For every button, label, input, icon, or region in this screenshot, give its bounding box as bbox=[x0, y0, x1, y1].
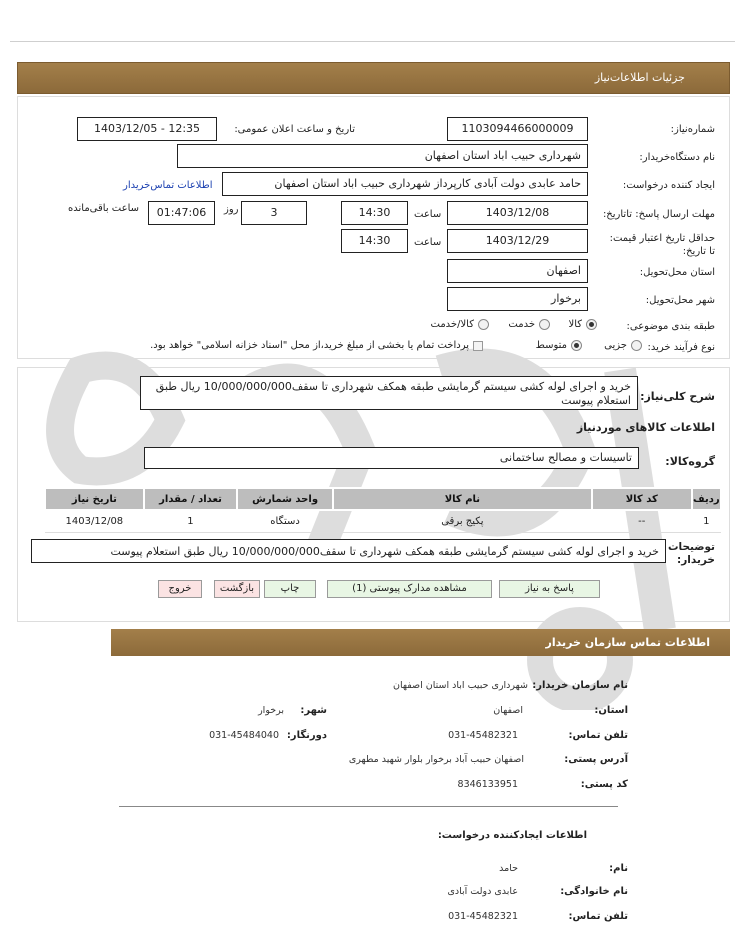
reply-time-field: 14:30 bbox=[341, 201, 408, 225]
goods-info-heading: اطلاعات کالاهای موردنیاز bbox=[576, 421, 715, 434]
reply-time-label: ساعت bbox=[414, 209, 442, 220]
col-row: ردیف bbox=[692, 488, 721, 510]
announce-datetime-label: تاریخ و ساعت اعلان عمومی: bbox=[234, 124, 355, 135]
top-divider bbox=[10, 41, 735, 42]
keywords-field: خرید و اجرای لوله کشی سیستم گرمایشی طبقه همکف شهرداری تا سقف10/000/000/000 ریال طبق استعلام پیوست bbox=[140, 376, 638, 410]
price-validity-label: حداقل تاریخ اعتبار قیمت: تا تاریخ: bbox=[609, 233, 715, 257]
print-button[interactable]: چاپ bbox=[264, 580, 316, 598]
need-number-field: 1103094466000009 bbox=[447, 117, 588, 141]
goods-group-label: گروه‌کالا: bbox=[665, 455, 715, 468]
validity-date-field: 1403/12/29 bbox=[447, 229, 588, 253]
requester-field: حامد عابدی دولت آبادی کارپرداز شهرداری حبیب اباد استان اصفهان bbox=[222, 172, 588, 196]
radio-icon bbox=[478, 319, 489, 330]
org-name-label: نام سازمان خریدار: bbox=[532, 680, 628, 691]
checkbox-icon bbox=[473, 341, 483, 351]
org-name-value: شهرداری حبیب اباد استان اصفهان bbox=[393, 680, 528, 691]
buyer-org-field: شهرداری حبیب اباد استان اصفهان bbox=[177, 144, 588, 168]
requester-label: ایجاد کننده درخواست: bbox=[622, 180, 715, 191]
goods-group-field: تاسیسات و مصالح ساختمانی bbox=[144, 447, 639, 469]
col-qty: تعداد / مقدار bbox=[144, 488, 238, 510]
category-label: طبقه بندی موضوعی: bbox=[626, 321, 715, 332]
contact-city-value: برخوار bbox=[258, 705, 284, 716]
creator-family-value: عابدی دولت آبادی bbox=[447, 886, 518, 897]
contact-province-value: اصفهان bbox=[493, 705, 523, 716]
need-number-label: شماره‌نیاز: bbox=[670, 124, 715, 135]
city-field: برخوار bbox=[447, 287, 588, 311]
province-field: اصفهان bbox=[447, 259, 588, 283]
validity-time-field: 14:30 bbox=[341, 229, 408, 253]
fax-label: دورنگار: bbox=[286, 730, 327, 741]
process-option-minor[interactable]: جزیی bbox=[604, 340, 642, 351]
radio-icon bbox=[571, 340, 582, 351]
creator-phone-label: تلفن تماس: bbox=[568, 911, 628, 922]
province-label: استان محل‌تحویل: bbox=[639, 267, 715, 278]
address-label: آدرس پستی: bbox=[564, 754, 628, 765]
col-unit: واحد شمارش bbox=[237, 488, 333, 510]
day-label: روز bbox=[224, 204, 239, 215]
category-option-goods[interactable]: کالا bbox=[568, 319, 597, 330]
remaining-time-field: 01:47:06 bbox=[148, 201, 215, 225]
creator-family-label: نام خانوادگی: bbox=[560, 886, 628, 897]
radio-icon bbox=[586, 319, 597, 330]
reply-date-field: 1403/12/08 bbox=[447, 201, 588, 225]
contact-phone-value: 031-45482321 bbox=[448, 730, 518, 741]
creator-phone-value: 031-45482321 bbox=[448, 911, 518, 922]
buyer-org-label: نام دستگاه‌خریدار: bbox=[639, 152, 715, 163]
reply-deadline-label: مهلت ارسال پاسخ: تاتاریخ: bbox=[602, 209, 715, 220]
reply-button[interactable]: پاسخ به نیاز bbox=[499, 580, 600, 598]
contact-city-label: شهر: bbox=[300, 705, 327, 716]
buyer-notes-label: توضیحات خریدار: bbox=[667, 541, 715, 566]
category-option-goods-service[interactable]: کالا/خدمت bbox=[431, 319, 490, 330]
postal-value: 8346133951 bbox=[457, 779, 518, 790]
radio-icon bbox=[539, 319, 550, 330]
creator-name-value: حامد bbox=[499, 863, 518, 874]
treasury-payment-checkbox[interactable]: پرداخت تمام یا بخشی از مبلغ خرید،از محل "اسناد خزانه اسلامی" خواهد بود. bbox=[150, 340, 483, 351]
attachments-button[interactable]: مشاهده مدارک پیوستی (1) bbox=[327, 580, 492, 598]
keywords-label: شرح کلی‌نیاز: bbox=[640, 390, 715, 403]
address-value: اصفهان حبیب آباد برخوار بلوار شهید مطهری bbox=[348, 754, 524, 765]
postal-label: کد پستی: bbox=[580, 779, 628, 790]
process-type-label: نوع فرآیند خرید: bbox=[647, 342, 715, 353]
col-name: نام کالا bbox=[333, 488, 592, 510]
col-code: کد کالا bbox=[592, 488, 692, 510]
panel-title: جزئیات اطلاعات‌نیاز bbox=[594, 71, 685, 84]
goods-table bbox=[44, 487, 722, 533]
city-label: شهر محل‌تحویل: bbox=[645, 295, 715, 306]
panel-header bbox=[17, 62, 730, 94]
col-date: تاریخ نیاز bbox=[45, 488, 144, 510]
back-button[interactable]: بازگشت bbox=[214, 580, 260, 598]
remaining-label: ساعت باقی‌مانده bbox=[68, 203, 140, 214]
buyer-notes-field: خرید و اجرای لوله کشی سیستم گرمایشی طبقه همکف شهرداری تا سقف10/000/000/000 ریال طبق استعلام پیوست bbox=[31, 539, 666, 563]
process-option-medium[interactable]: متوسط bbox=[536, 340, 582, 351]
creator-section-title: اطلاعات ایجادکننده درخواست: bbox=[437, 830, 587, 841]
validity-time-label: ساعت bbox=[414, 237, 442, 248]
contact-section-title: اطلاعات تماس سازمان خریدار bbox=[545, 636, 710, 649]
creator-name-label: نام: bbox=[609, 863, 628, 874]
table-row: 1 -- پکیج برقی دستگاه 1 1403/12/08 bbox=[45, 510, 721, 532]
fax-value: 031-45484040 bbox=[209, 730, 279, 741]
days-field: 3 bbox=[241, 201, 307, 225]
contact-province-label: استان: bbox=[594, 705, 628, 716]
category-option-service[interactable]: خدمت bbox=[508, 319, 550, 330]
contact-divider bbox=[119, 806, 618, 807]
exit-button[interactable]: خروج bbox=[158, 580, 202, 598]
announce-datetime-field: 1403/12/05 - 12:35 bbox=[77, 117, 217, 141]
radio-icon bbox=[631, 340, 642, 351]
buyer-contact-link[interactable]: اطلاعات تماس‌خریدار bbox=[123, 180, 213, 191]
contact-section-header bbox=[111, 629, 730, 656]
contact-phone-label: تلفن تماس: bbox=[568, 730, 628, 741]
